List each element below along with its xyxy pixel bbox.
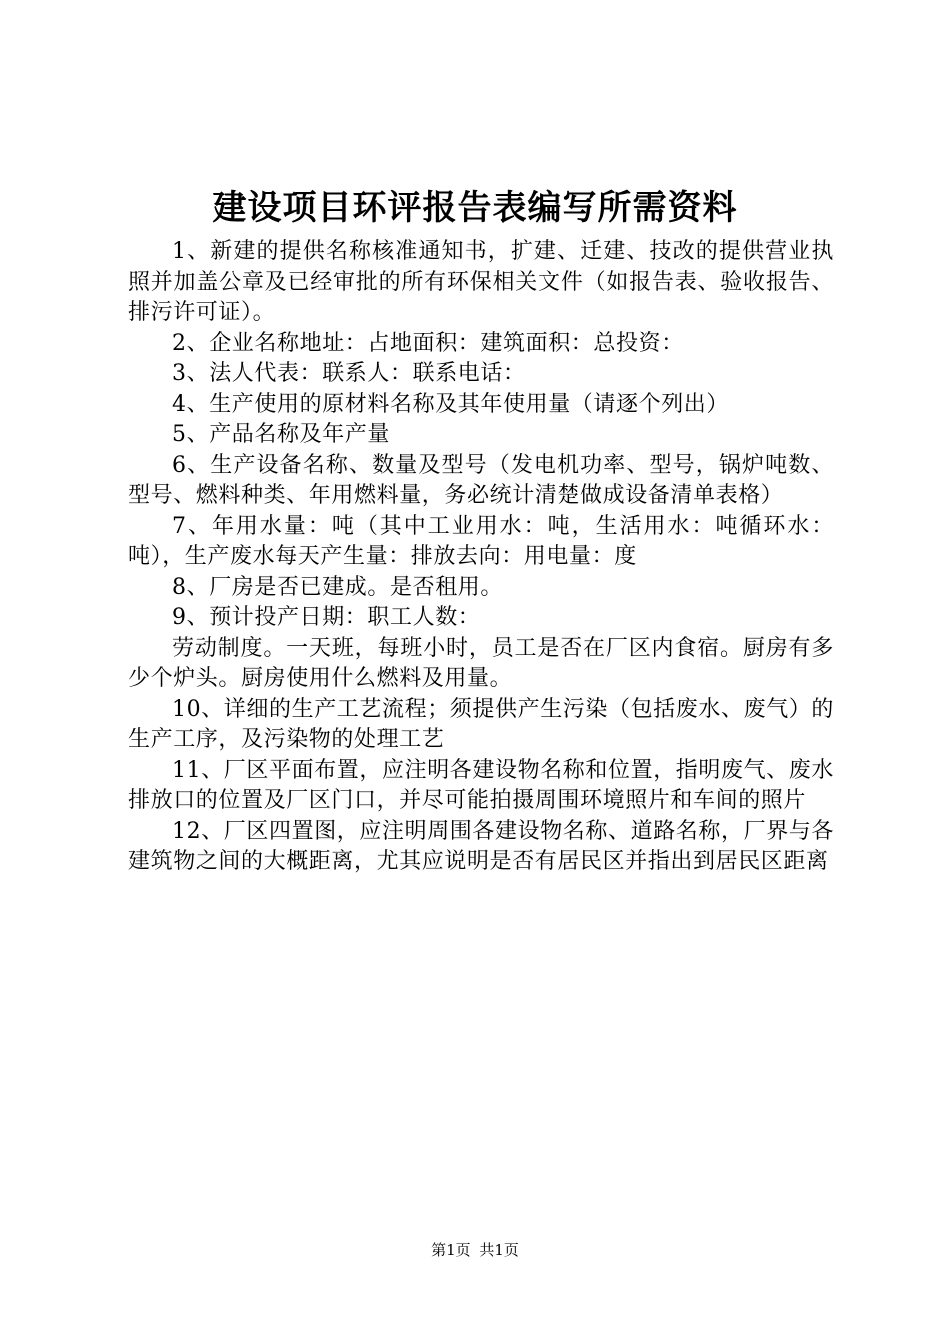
paragraph-item-6: 6、生产设备名称、数量及型号（发电机功率、型号，锅炉吨数、型号、燃料种类、年用燃料量，务必统计清楚做成设备清单表格） xyxy=(128,452,834,508)
paragraph-item-11: 11、厂区平面布置，应注明各建设物名称和位置，指明废气、废水排放口的位置及厂区门口，并尽可能拍摄周围环境照片和车间的照片 xyxy=(128,757,834,813)
paragraph-item-10: 10、详细的生产工艺流程；须提供产生污染（包括废水、废气）的生产工序，及污染物的处理工艺 xyxy=(128,696,834,752)
paragraph-item-1: 1、新建的提供名称核准通知书，扩建、迁建、技改的提供营业执照并加盖公章及已经审批的所有环保相关文件（如报告表、验收报告、排污许可证）。 xyxy=(128,239,834,325)
paragraph-item-4: 4、生产使用的原材料名称及其年使用量（请逐个列出） xyxy=(172,391,729,417)
page-footer xyxy=(0,1240,950,1260)
paragraph-item-5: 5、产品名称及年产量 xyxy=(172,422,390,447)
paragraph-item-8: 8、厂房是否已建成。是否租用。 xyxy=(172,574,503,600)
paragraph-item-2: 2、企业名称地址：占地面积：建筑面积：总投资： xyxy=(172,330,684,356)
paragraph-item-9: 9、预计投产日期：职工人数： xyxy=(172,605,481,630)
paragraph-item-7: 7、年用水量：吨（其中工业用水：吨，生活用水：吨循环水：吨），生产废水每天产生量：排放去向：用电量：度 xyxy=(128,513,834,569)
document-body xyxy=(128,237,834,878)
paragraph-labor-system: 劳动制度。一天班，每班小时，员工是否在厂区内食宿。厨房有多少个炉头。厨房使用什么燃料及用量。 xyxy=(128,635,834,691)
paragraph-item-3: 3、法人代表：联系人：联系电话： xyxy=(172,361,526,386)
document-title: 建设项目环评报告表编写所需资料 xyxy=(212,188,738,228)
page-number: 第1页 xyxy=(431,1241,471,1259)
paragraph-item-12: 12、厂区四置图，应注明周围各建设物名称、道路名称，厂界与各建筑物之间的大概距离，尤其应说明是否有居民区并指出到居民区距离 xyxy=(128,818,834,874)
page-total: 共1页 xyxy=(479,1241,519,1259)
